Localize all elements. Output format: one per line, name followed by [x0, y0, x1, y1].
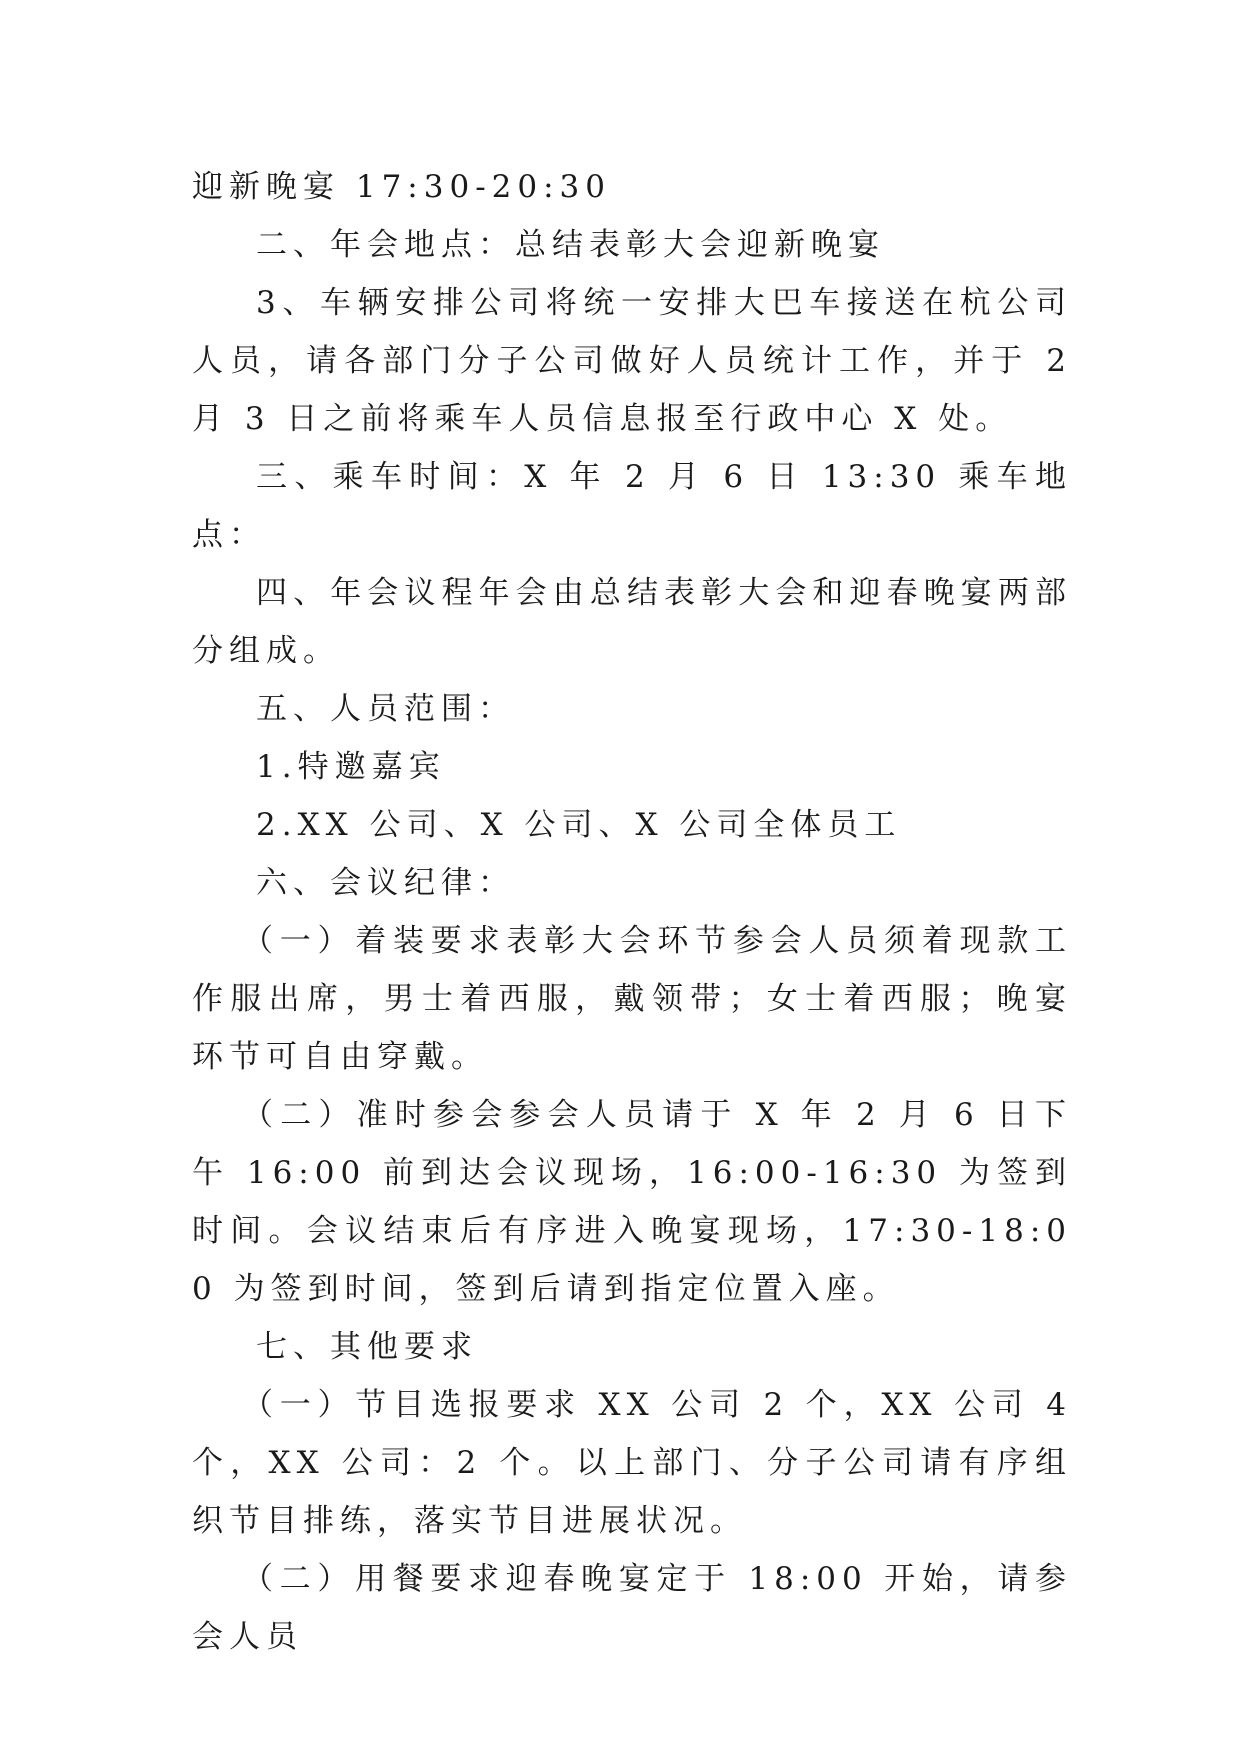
paragraph-agenda: 四、年会议程年会由总结表彰大会和迎春晚宴两部分组成。 — [192, 575, 1072, 669]
paragraph-all-staff: 2.XX 公司、X 公司、X 公司全体员工 — [256, 807, 902, 843]
paragraph-boarding-time: 三、乘车时间：X 年 2 月 6 日 13:30 乘车地点： — [192, 459, 1072, 553]
paragraph-special-guests: 1.特邀嘉宾 — [256, 749, 446, 785]
paragraph-meeting-discipline: 六、会议纪律： — [256, 865, 515, 901]
document-body — [192, 158, 1072, 1666]
paragraph-dining: （二）用餐要求迎春晚宴定于 18:00 开始，请参会人员 — [192, 1561, 1072, 1655]
paragraph-punctuality: （二）准时参会参会人员请于 X 年 2 月 6 日下午 16:00 前到达会议现场，16:00-16:30 为签到时间。会议结束后有序进入晚宴现场，17:30-18:00 为签到时间，签到后请到指定位置入座。 — [192, 1097, 1072, 1307]
paragraph-program-submission: （一）节目选报要求 XX 公司 2 个，XX 公司 4 个，XX 公司：2 个。以上部门、分子公司请有序组织节目排练，落实节目进展状况。 — [192, 1387, 1072, 1539]
paragraph-attendee-scope: 五、人员范围： — [256, 691, 515, 727]
paragraph-dress-code: （一）着装要求表彰大会环节参会人员须着现款工作服出席，男士着西服，戴领带；女士着西服；晚宴环节可自由穿戴。 — [192, 923, 1072, 1075]
paragraph-venue: 二、年会地点：总结表彰大会迎新晚宴 — [256, 227, 885, 263]
paragraph-other-requirements: 七、其他要求 — [256, 1329, 478, 1365]
paragraph-dinner-time: 迎新晚宴 17:30-20:30 — [192, 169, 612, 205]
paragraph-vehicle-arrangement: 3、车辆安排公司将统一安排大巴车接送在杭公司人员，请各部门分子公司做好人员统计工作，并于 2 月 3 日之前将乘车人员信息报至行政中心 X 处。 — [192, 285, 1072, 437]
